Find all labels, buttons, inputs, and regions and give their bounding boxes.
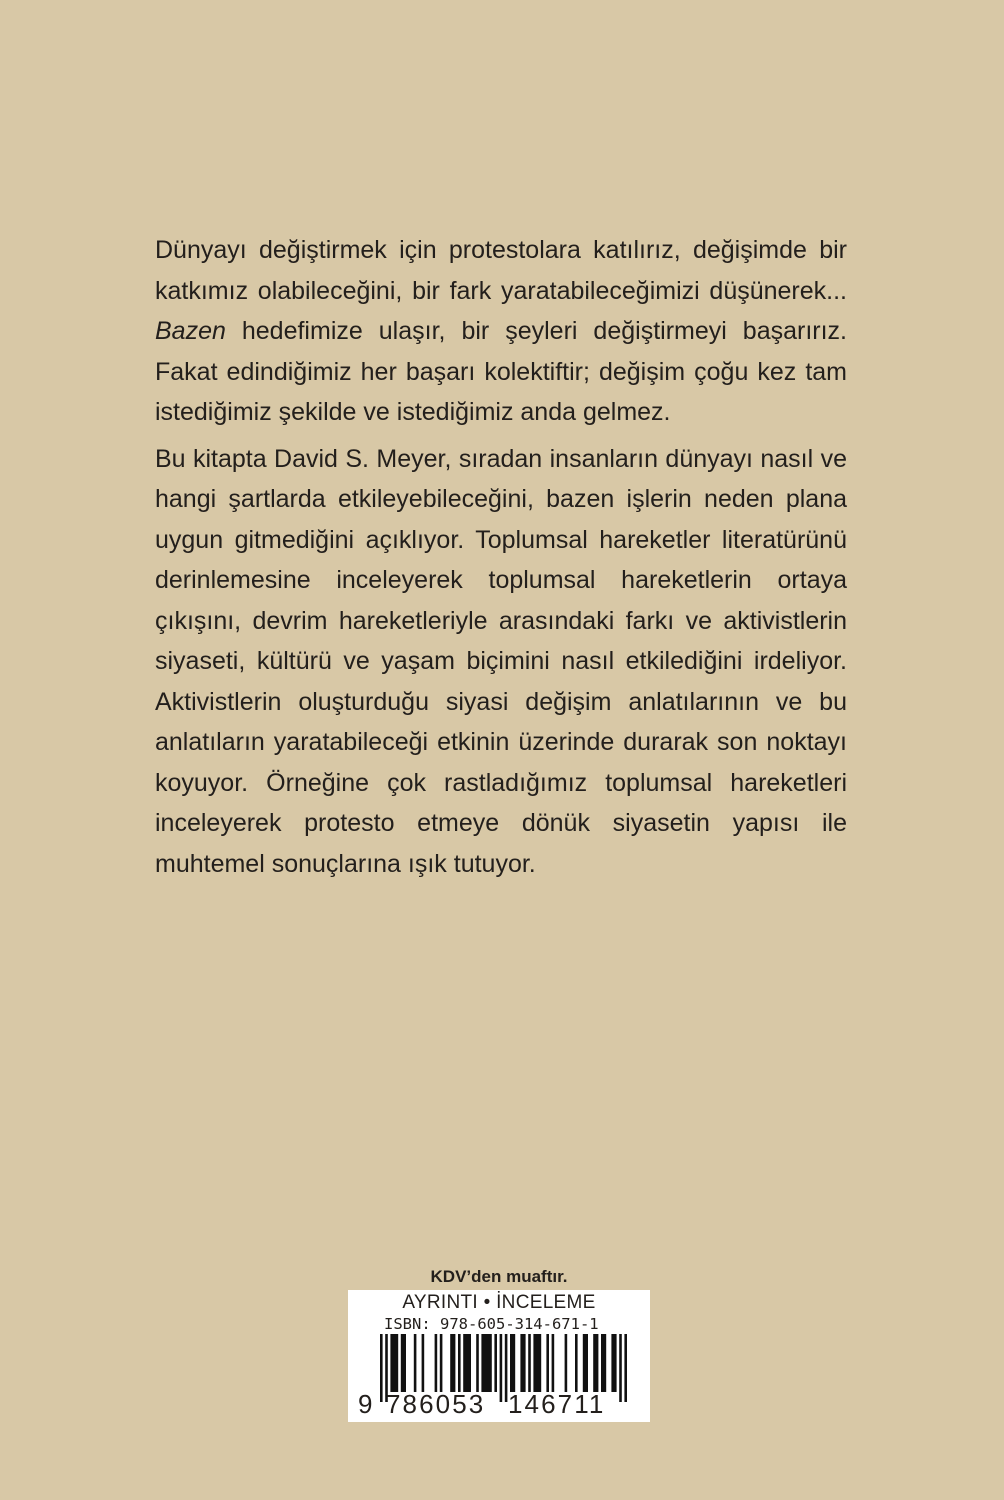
barcode-bar: [575, 1334, 578, 1392]
barcode-bar: [593, 1334, 598, 1392]
barcode-bar: [458, 1334, 461, 1392]
barcode-bar: [528, 1334, 531, 1392]
barcode-bar: [435, 1334, 438, 1392]
vat-exemption-note: KDV’den muaftır.: [430, 1267, 568, 1286]
barcode-bar: [601, 1334, 606, 1392]
barcode-bar: [476, 1334, 479, 1392]
barcode-bar: [390, 1334, 398, 1392]
barcode-bar: [463, 1334, 471, 1392]
isbn-text: ISBN: 978-605-314-671-1: [384, 1315, 599, 1333]
blurb-p1-italic-word: Bazen: [155, 317, 226, 345]
barcode-bar: [583, 1334, 588, 1392]
barcode-bar: [565, 1334, 568, 1392]
series-name: AYRINTI • İNCELEME: [402, 1292, 596, 1313]
barcode-bar: [440, 1334, 443, 1392]
barcode-bar: [552, 1334, 555, 1392]
barcode-first-digit: 9: [358, 1389, 373, 1419]
barcode-guard-bar: [380, 1334, 383, 1402]
barcode-guard-bar: [505, 1334, 508, 1402]
blurb-p1-text-start: Dünyayı değiştirmek için protestolara katılırız, değişimde bir katkımız olabileceğini, bir fark yaratabileceğimizi düşünerek...: [155, 236, 847, 305]
back-cover-blurb: [155, 230, 847, 884]
barcode-bar: [422, 1334, 425, 1392]
blurb-paragraph-2: Bu kitapta David S. Meyer, sıradan insanların dünyayı nasıl ve hangi şartlarda etkileyebileceğini, bazen işlerin neden plana uygun gitmediğini açıklıyor. Toplumsal hareketler literatürünü derinlemesine inceleyerek toplumsal hareketlerin ortaya çıkışını, devrim hareketleriyle arasındaki farkı ve aktivistlerin siyaseti, kültürü ve yaşam biçimini nasıl etkilediğini irdeliyor. Aktivistlerin oluşturduğu siyasi değişim anlatılarının ve bu anlatıların yaratabileceği etkinin üzerinde durarak son noktayı koyuyor. Örneğine çok rastladığımız toplumsal hareketleri inceleyerek protesto etmeye dönük siyasetin yapısı ile muhtemel sonuçlarına ışık tutuyor.: [155, 444, 847, 878]
barcode-bar: [401, 1334, 406, 1392]
barcode-bar: [481, 1334, 491, 1392]
barcode-bar: [611, 1334, 616, 1392]
blurb-paragraph-1: [155, 230, 847, 433]
barcode-bar: [546, 1334, 549, 1392]
barcode-bar: [494, 1334, 497, 1392]
barcode-guard-bar: [500, 1334, 503, 1402]
barcode-bar: [450, 1334, 455, 1392]
barcode-bar: [533, 1334, 541, 1392]
barcode-bar: [520, 1334, 525, 1392]
barcode-guard-bar: [619, 1334, 622, 1402]
barcode-right-digits: 146711: [508, 1389, 606, 1419]
blurb-p1-text-end: hedefimize ulaşır, bir şeyleri değiştirmeyi başarırız. Fakat edindiğimiz her başarı kolektiftir; değişim çoğu kez tam istediğimiz şekilde ve istediğimiz anda gelmez.: [155, 317, 847, 426]
barcode-label: [348, 1290, 650, 1422]
barcode-bar: [510, 1334, 515, 1392]
barcode-guard-bar: [624, 1334, 627, 1402]
barcode-left-digits: 786053: [386, 1389, 486, 1419]
barcode-bar: [414, 1334, 417, 1392]
